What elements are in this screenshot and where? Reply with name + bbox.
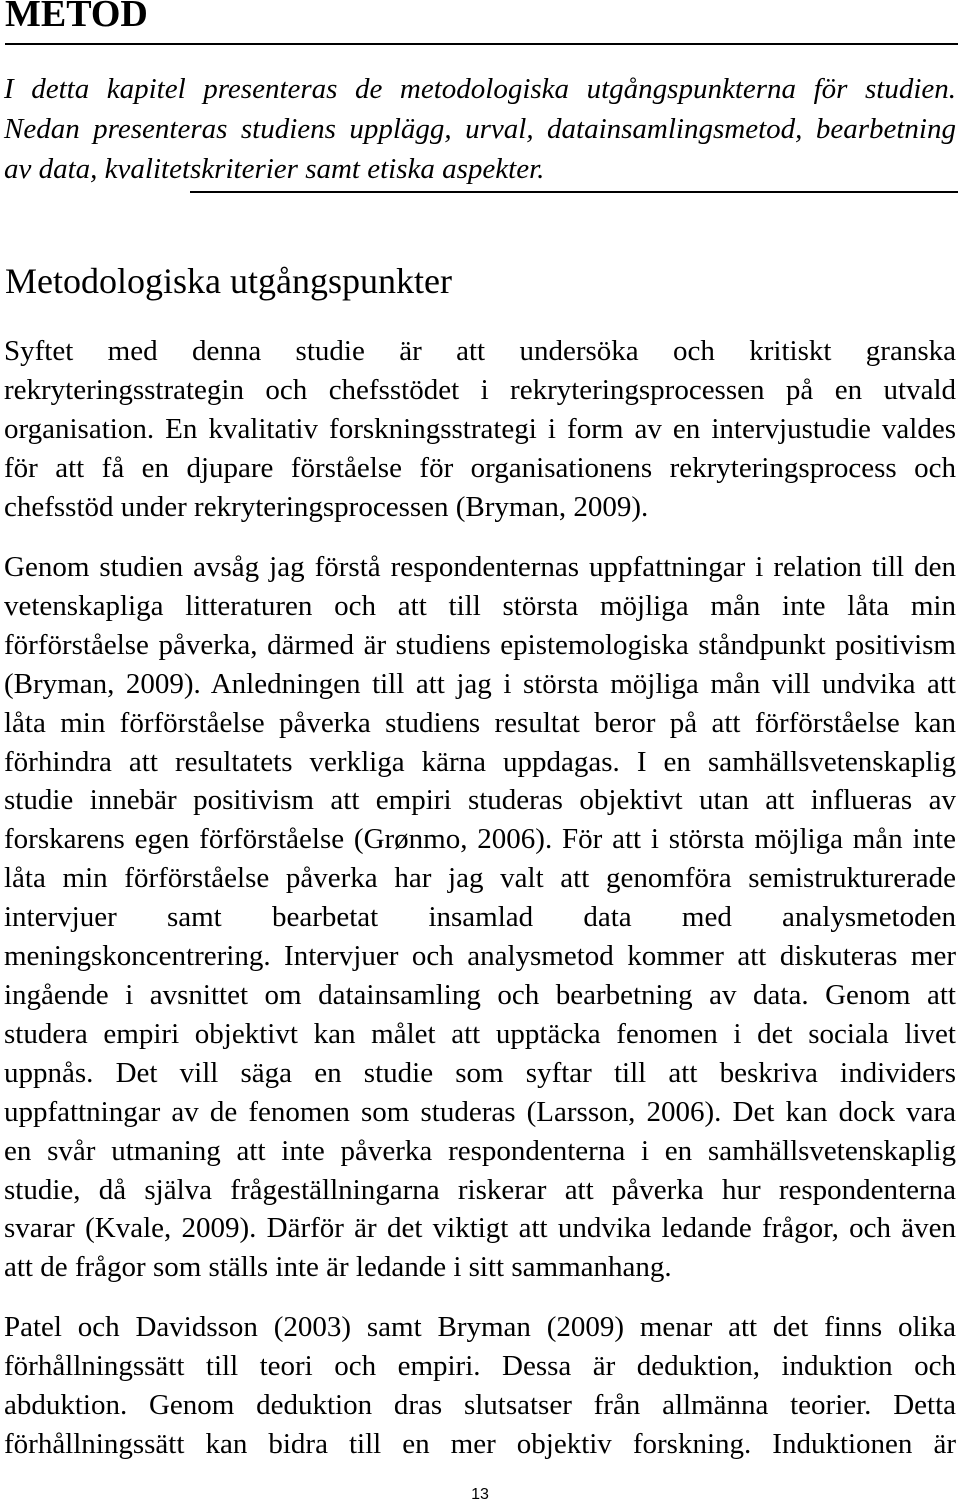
body-text-line: förhindra att resultatets verkliga kärna uppdagas. I en samhällsvetenskaplig [4, 745, 956, 778]
body-text-line: Patel och Davidsson (2003) samt Bryman (2009) menar att det finns olika [4, 1311, 956, 1343]
body-text-line: intervjuer samt bearbetat insamlad data med analysmetoden [4, 901, 956, 934]
body-text-line: ingående i avsnittet om datainsamling och bearbetning av data. Genom att [4, 978, 956, 1011]
body-text-line: förhållningssätt till teori och empiri. Dessa är deduktion, induktion och [4, 1349, 956, 1382]
paragraph-1 [4, 332, 956, 527]
body-text-line: uppfattningar av de fenomen som studeras (Larsson, 2006). Det kan dock vara [4, 1095, 956, 1128]
paragraph-3 [4, 1308, 956, 1464]
intro-bottom-rule [190, 191, 958, 193]
body-text-line: Syftet med denna studie är att undersöka och kritiskt granska [4, 335, 956, 367]
body-text-line: studie, då själva frågeställningarna riskerar att påverka hur respondenterna [4, 1173, 956, 1206]
body-text-line: (Bryman, 2009). Anledningen till att jag i största möjliga mån vill undvika att [4, 667, 956, 700]
chapter-heading: METOD [5, 0, 148, 35]
body-text-line: rekryteringsstrategin och chefsstödet i rekryteringsprocessen på en utvald [4, 373, 956, 406]
section-heading: Metodologiska utgångspunkter [5, 261, 452, 301]
body-text-line: forskarens egen förförståelse (Grønmo, 2006). För att i största möjliga mån inte [4, 823, 956, 856]
paragraph-2 [4, 548, 956, 1287]
body-text-line: studie innebär positivism att empiri studeras objektivt utan att influeras av [4, 784, 956, 817]
body-text-line: låta min förförståelse påverka har jag valt att genomföra semistrukturerade [4, 862, 956, 895]
body-text-line: en svår utmaning att inte påverka respondenterna i en samhällsvetenskaplig [4, 1134, 956, 1167]
body-text-line: för att få en djupare förståelse för organisationens rekryteringsprocess och [4, 451, 956, 484]
body-text-line: Genom studien avsåg jag förstå respondenternas uppfattningar i relation till den [4, 551, 956, 583]
body-text-line: att de frågor som ställs inte är ledande i sitt sammanhang. [4, 1251, 672, 1284]
body-text-line: meningskoncentrering. Intervjuer och analysmetod kommer att diskuteras mer [4, 940, 956, 973]
body-text-line: uppnås. Det vill säga en studie som syftar till att beskriva individers [4, 1056, 956, 1089]
intro-line: I detta kapitel presenteras de metodologiska utgångspunkterna för studien. [4, 73, 956, 105]
body-text-line: organisation. En kvalitativ forskningsstrategi i form av en intervjustudie valdes [4, 412, 956, 445]
body-text-line: vetenskapliga litteraturen och att till största möjliga mån inte låta min [4, 589, 956, 622]
page-number: 13 [471, 1486, 489, 1503]
intro-line: Nedan presenteras studiens upplägg, urval, datainsamlingsmetod, bearbetning [4, 113, 956, 145]
intro-line: av data, kvalitetskriterier samt etiska aspekter. [4, 153, 545, 185]
chapter-intro [4, 69, 956, 189]
body-text-line: abduktion. Genom deduktion dras slutsatser från allmänna teorier. Detta [4, 1388, 956, 1421]
body-text-line: låta min förförståelse påverka studiens resultat beror på att förförståelse kan [4, 706, 956, 739]
body-text-line: förhållningssätt kan bidra till en mer objektiv forskning. Induktionen är [4, 1427, 956, 1460]
body-text-line: förförståelse påverka, därmed är studiens epistemologiska ståndpunkt positivism [4, 628, 956, 661]
body-text-line: svarar (Kvale, 2009). Därför är det viktigt att undvika ledande frågor, och även [4, 1212, 956, 1245]
body-text-line: chefsstöd under rekryteringsprocessen (Bryman, 2009). [4, 490, 649, 523]
intro-top-rule [5, 43, 958, 45]
body-text-line: studera empiri objektivt kan målet att upptäcka fenomen i det sociala livet [4, 1017, 956, 1050]
